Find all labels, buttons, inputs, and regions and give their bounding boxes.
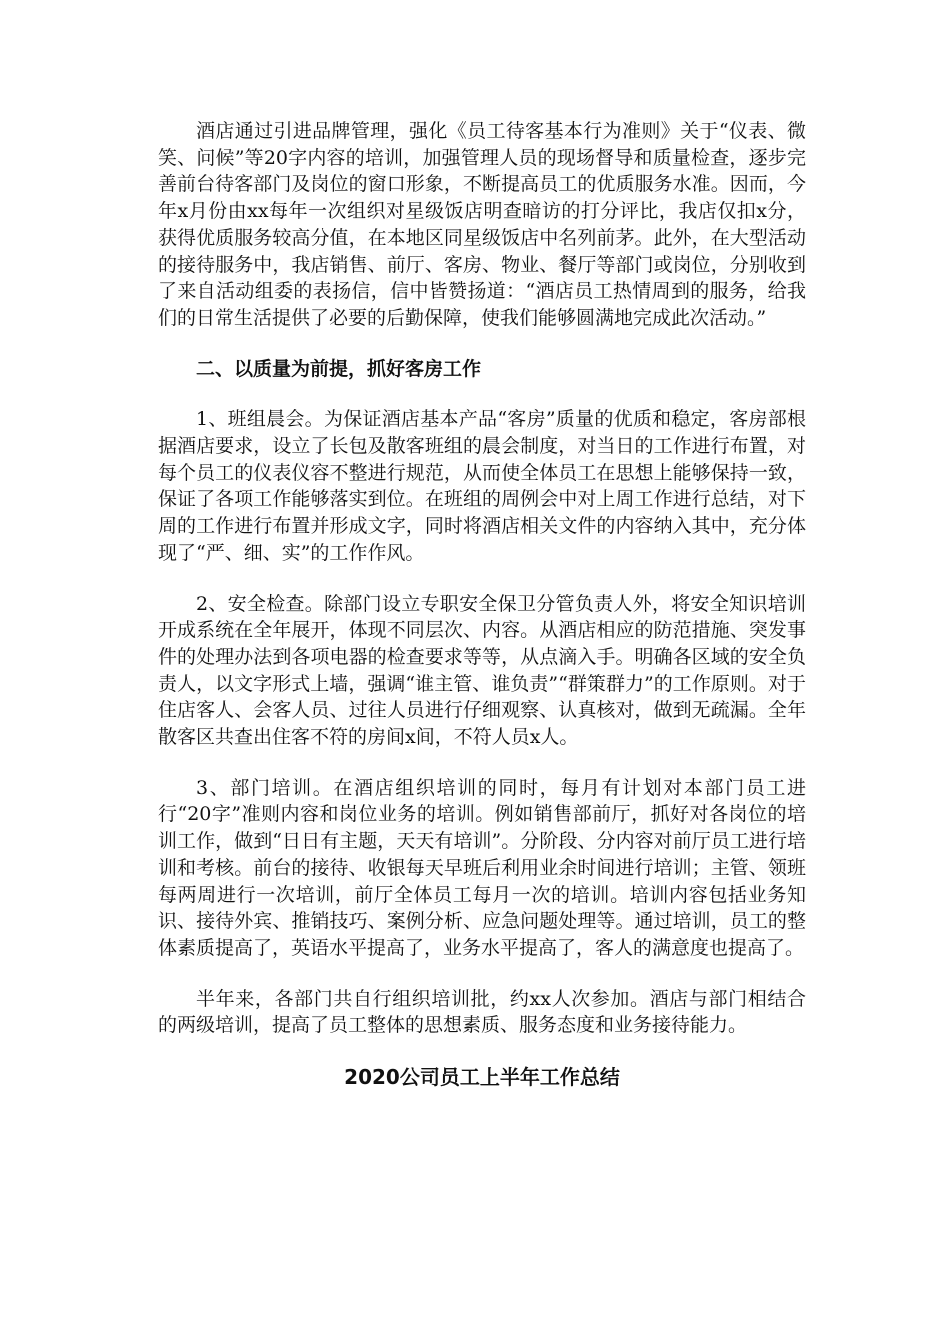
- document-title: 2020公司员工上半年工作总结: [344, 1065, 620, 1090]
- paragraph-half-year-summary: 半年来，各部门共自行组织培训批，约xx人次参加。酒店与部门相结合的两级培训，提高了员工整体的思想素质、服务态度和业务接待能力。: [158, 987, 806, 1037]
- paragraph-department-training: 3、部门培训。在酒店组织培训的同时，每月有计划对本部门员工进行“20字”准则内容和岗位业务的培训。例如销售部前厅，抓好对各岗位的培训工作，做到“日日有主题，天天有培训”。分阶段、分内容对前厅员工进行培训和考核。前台的接待、收银每天早班后利用业余时间进行培训；主管、领班每两周进行一次培训，前厅全体员工每月一次的培训。培训内容包括业务知识、接待外宾、推销技巧、案例分析、应急问题处理等。通过培训，员工的整体素质提高了，英语水平提高了，业务水平提高了，客人的满意度也提高了。: [158, 776, 806, 959]
- paragraph-spacer: [158, 332, 806, 356]
- paragraph-spacer: [158, 567, 806, 591]
- paragraph-service-quality: 酒店通过引进品牌管理，强化《员工待客基本行为准则》关于“仪表、微笑、问候”等20字内容的培训，加强管理人员的现场督导和质量检查，逐步完善前台待客部门及岗位的窗口形象，不断提高员工的优质服务水准。因而，今年x月份由xx每年一次组织对星级饭店明查暗访的打分评比，我店仅扣x分，获得优质服务较高分值，在本地区同星级饭店中名列前茅。此外，在大型活动的接待服务中，我店销售、前厅、客房、物业、餐厅等部门或岗位，分别收到了来自活动组委的表扬信，信中皆赞扬道：“酒店员工热情周到的服务，给我们的日常生活提供了必要的后勤保障，使我们能够圆满地完成此次活动。”: [158, 120, 806, 329]
- document-body: [158, 118, 806, 1091]
- paragraph-spacer: [158, 382, 806, 406]
- paragraph-spacer: [158, 1039, 806, 1063]
- paragraph-safety-check: 2、安全检查。除部门设立专职安全保卫分管负责人外，将安全知识培训开成系统在全年展开，体现不同层次、内容。从酒店相应的防范措施、突发事件的处理办法到各项电器的检查要求等等，从点滴入手。明确各区域的安全负责人，以文字形式上墙，强调“谁主管、谁负责”“群策群力”的工作原则。对于住店客人、会客人员、过往人员进行仔细观察、认真核对，做到无疏漏。全年散客区共查出住客不符的房间x间，不符人员x人。: [158, 592, 806, 749]
- section-heading-housekeeping: 二、以质量为前提，抓好客房工作: [196, 357, 482, 380]
- paragraph-spacer: [158, 962, 806, 986]
- paragraph-morning-meeting: 1、班组晨会。为保证酒店基本产品“客房”质量的优质和稳定，客房部根据酒店要求，设立了长包及散客班组的晨会制度，对当日的工作进行布置，对每个员工的仪表仪容不整进行规范，从而使全体员工在思想上能够保持一致，保证了各项工作能够落实到位。在班组的周例会中对上周工作进行总结，对下周的工作进行布置并形成文字，同时将酒店相关文件的内容纳入其中，充分体现了“严、细、实”的工作作风。: [158, 408, 806, 564]
- paragraph-spacer: [158, 751, 806, 775]
